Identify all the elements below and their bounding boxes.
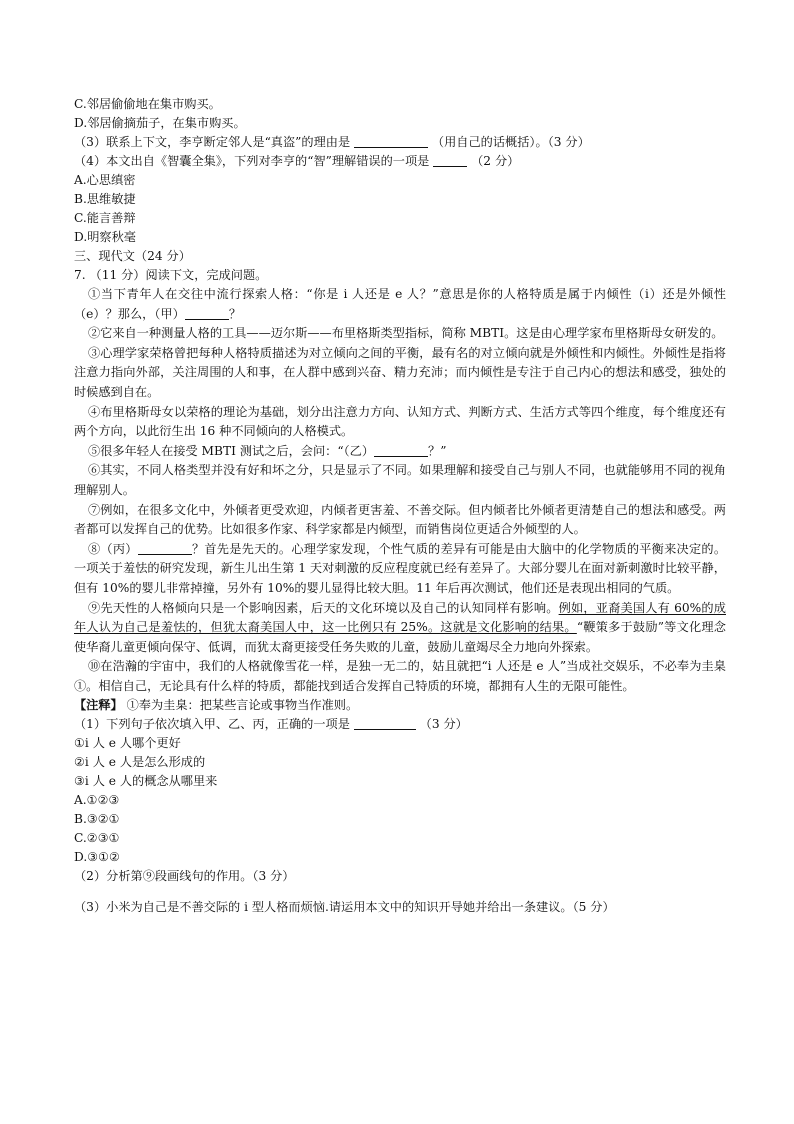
paragraph-9-start: ⑨先天性的人格倾向只是一个影响因素，后天的文化环境以及自己的认知同样有影响。 — [88, 600, 559, 615]
question-3-prev-suffix: （用自己的话概括）。（3 分） — [431, 135, 590, 149]
item-3: ③i 人 e 人的概念从哪里来 — [74, 774, 218, 789]
item-1: ①i 人 e 人哪个更好 — [74, 736, 181, 751]
paragraph-1 — [74, 285, 726, 324]
option-d: D.明察秋毫 — [74, 230, 136, 244]
paragraph-4: ④布里格斯母女以荣格的理论为基础，划分出注意力方向、认知方式、判断方式、生活方式等四个维度，每个维度还有两个方向，以此衍生出 16 种不同倾向的人格模式。 — [74, 404, 726, 439]
paragraph-1-text: ①当下青年人在交往中流行探索人格：“你是 i 人还是 e 人？”意思是你的人格特质是属于内倾性（i）还是外倾性（e）？那么，（甲） — [74, 287, 726, 321]
question-1-suffix: （3 分） — [419, 717, 468, 732]
paragraph-9-underlined: 例如，亚裔美国人有 60%的成年人认为自己是羞怯的，但犹太裔美国人中，这一比例只有 25%。这就是文化影响的结果。 — [74, 600, 726, 635]
answer-blank[interactable] — [185, 305, 229, 320]
answer-blank[interactable] — [138, 540, 192, 555]
exam-page — [74, 95, 726, 917]
q1-option-c: C.②③① — [74, 831, 120, 846]
option-a: A.心思缜密 — [74, 173, 136, 187]
question-4-prev — [74, 152, 726, 171]
paragraph-6: ⑥其实，不同人格类型并没有好和坏之分，只是显示了不同。如果理解和接受自己与别人不同，也就能够用不同的视角理解别人。 — [74, 463, 726, 497]
q1-option-b: B.③②① — [74, 812, 120, 827]
paragraph-10: ⑩在浩瀚的宇宙中，我们的人格就像雪花一样，是独一无二的，姑且就把“i 人还是 e 人”当成社交娱乐，不必奉为圭臬①。相信自己，无论具有什么样的特质，都能找到适合发挥自己特质的环境，都拥有人生的无限可能性。 — [74, 659, 726, 693]
option-c-prev: C.邻居偷偷地在集市购买。 — [74, 97, 221, 111]
option-d-prev: D.邻居偷摘茄子，在集市购买。 — [74, 116, 246, 130]
q1-option-a: A.①②③ — [74, 793, 120, 808]
question-1 — [74, 715, 726, 734]
paragraph-8 — [74, 540, 726, 599]
paragraph-9-end: “鞭策多于鼓励”等文化理念使华裔儿童更倾向保守、低调，而犹太裔更接受任务失败的儿童，鼓励儿童竭尽全力地向外探索。 — [74, 620, 726, 654]
option-c: C.能言善辩 — [74, 211, 136, 225]
section-title: 三、现代文（24 分） — [74, 249, 191, 263]
spacer — [74, 886, 726, 898]
item-2: ②i 人 e 人是怎么形成的 — [74, 755, 206, 770]
answer-blank[interactable] — [354, 715, 416, 730]
paragraph-7: ⑦例如，在很多文化中，外倾者更受欢迎，内倾者更害羞、不善交际。但内倾者比外倾者更清楚自己的想法和感受。两者都可以发挥自己的优势。比如很多作家、科学家都是内倾型，而销售岗位更适合外倾型的人。 — [74, 502, 726, 537]
paragraph-9 — [74, 599, 726, 658]
paragraph-3: ③心理学家荣格曾把每种人格特质描述为对立倾向之间的平衡，最有名的对立倾向就是外倾性和内倾性。外倾性是指将注意力指向外部，关注周围的人和事，在人群中感到兴奋、精力充沛；而内倾性是专注于自己内心的想法和感受，独处的时候感到自在。 — [74, 345, 726, 399]
answer-blank[interactable] — [354, 133, 428, 148]
answer-blank[interactable] — [374, 442, 428, 457]
paragraph-5-text: ⑤很多年轻人在接受 MBTI 测试之后，会问：“（乙） — [88, 443, 375, 458]
paragraph-8-tail: ？首先是先天的。心理学家发现，个性气质的差异有可能是由大脑中的化学物质的平衡来决定的。一项关于羞怯的研究发现，新生儿出生第 1 天对刺激的反应程度就已经有差异了。大部分婴儿在面对新刺激时比较平静，但有 10%的婴儿非常掉撞，另外有 10%的婴儿显得比较大胆。11 年后再次测试，他们还是表现出相同的气质。 — [74, 541, 727, 595]
note-text: ①奉为圭臬：把某些言论或事物当作准则。 — [126, 698, 359, 713]
question-3-prev — [74, 133, 726, 152]
paragraph-8-text: ⑧（丙） — [88, 541, 138, 556]
note-label: 【注释】 — [74, 698, 123, 713]
note — [74, 696, 726, 715]
q1-option-d: D.③①② — [74, 850, 120, 865]
question-4-prev-suffix: （2 分） — [471, 154, 520, 168]
paragraph-5-tail: ？” — [428, 443, 447, 458]
paragraph-1-tail: ？ — [228, 306, 241, 321]
paragraph-2: ②它来自一种测量人格的工具——迈尔斯——布里格斯类型指标，简称 MBTI。这是由心理学家布里格斯母女研发的。 — [88, 326, 724, 341]
option-b: B.思维敏捷 — [74, 192, 136, 206]
paragraph-5 — [74, 442, 726, 462]
question-2: （2）分析第⑨段画线句的作用。（3 分） — [74, 869, 295, 884]
question-7-title: 7. （11 分）阅读下文，完成问题。 — [74, 268, 268, 282]
answer-blank[interactable] — [433, 152, 467, 167]
question-3: （3）小米为自己是不善交际的 i 型人格而烦恼.请运用本文中的知识开导她并给出一条建议。（5 分） — [74, 900, 615, 915]
question-3-prev-text: （3）联系上下文，李亨断定邻人是“真盗”的理由是 — [74, 135, 351, 149]
question-1-text: （1）下列句子依次填入甲、乙、丙，正确的一项是 — [74, 717, 350, 732]
question-4-prev-text: （4）本文出自《智囊全集》，下列对李亨的“智”理解错误的一项是 — [74, 154, 430, 168]
